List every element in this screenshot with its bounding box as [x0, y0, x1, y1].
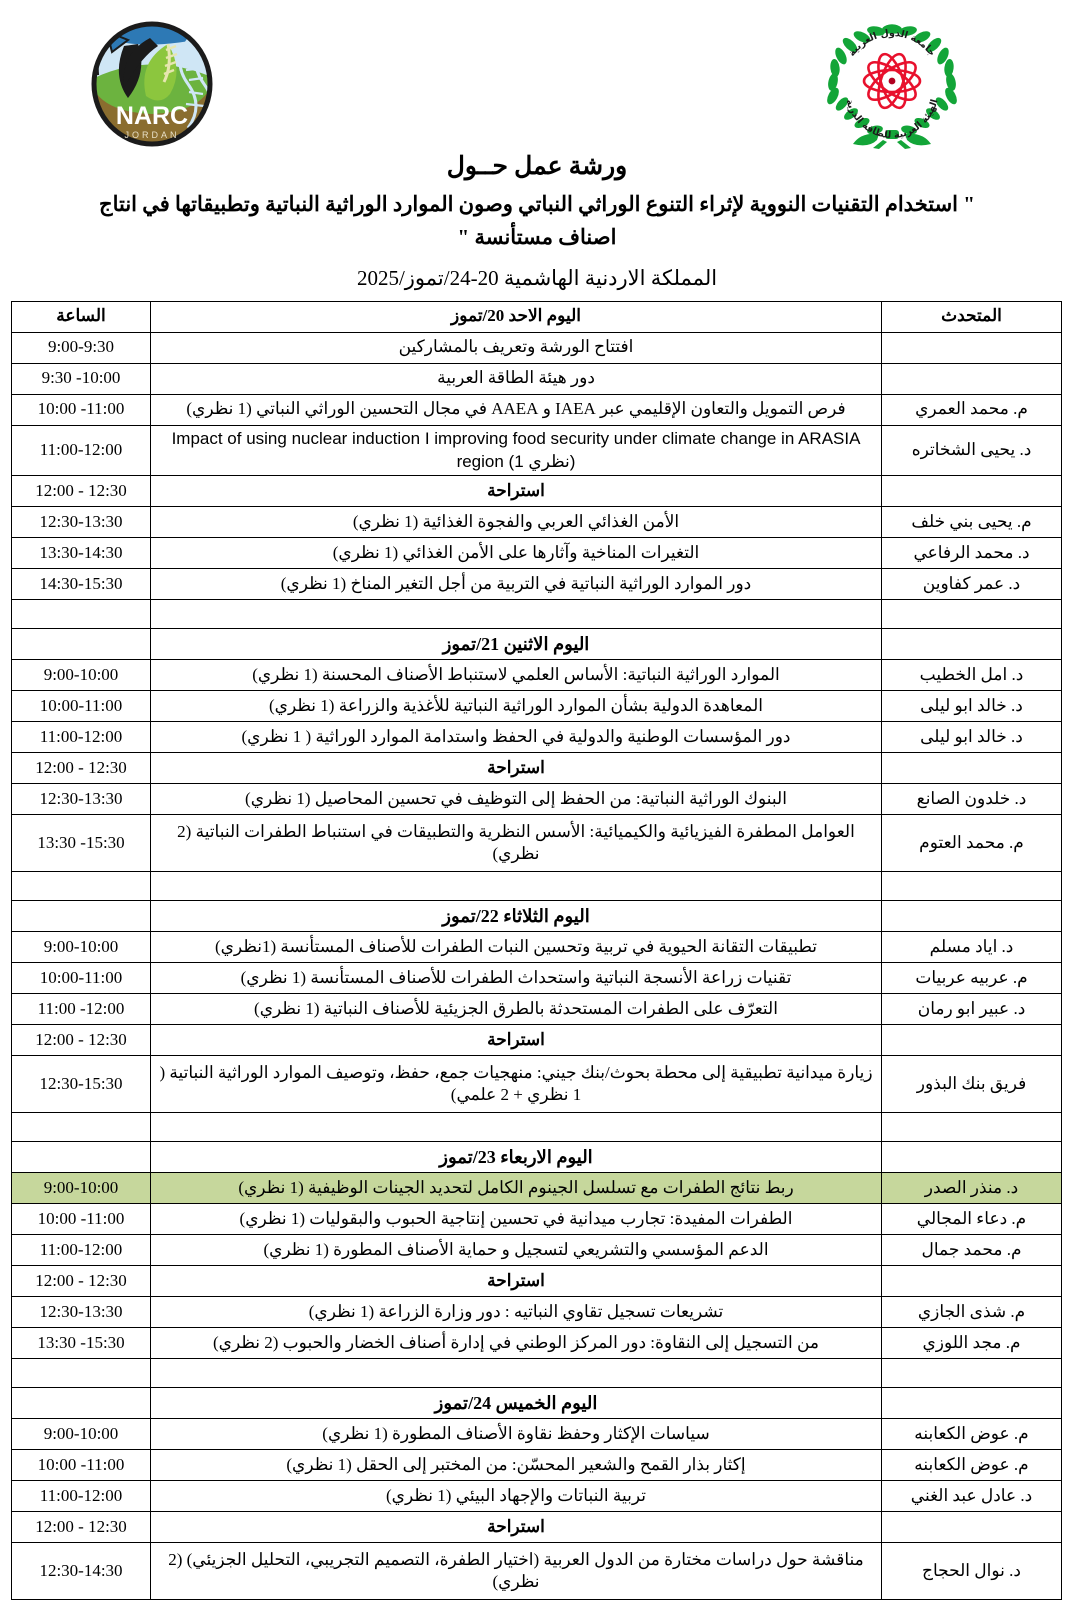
table-row [12, 784, 1062, 815]
time-cell: 10:00 -11:00 [12, 1204, 151, 1235]
topic-cell: سياسات الإكثار وحفظ نقاوة الأصناف المطورة (1 نظري) [151, 1419, 882, 1450]
day-header-cell: اليوم الاربعاء 23/تموز [151, 1142, 882, 1173]
spacer-row [12, 1113, 1062, 1142]
break-cell: استراحة [151, 1512, 882, 1543]
break-cell: استراحة [151, 476, 882, 507]
time-cell: 9:00-10:00 [12, 1173, 151, 1204]
break-cell: استراحة [151, 753, 882, 784]
speaker-cell [882, 1025, 1062, 1056]
table-row [12, 932, 1062, 963]
time-cell: 11:00-12:00 [12, 425, 151, 476]
schedule-table-body [12, 301, 1062, 1600]
aaea-top-arabic-text: جامعة الدول العربية [846, 27, 938, 59]
topic-cell: دور هيئة الطاقة العربية [151, 363, 882, 394]
time-cell [12, 872, 151, 901]
table-row [12, 425, 1062, 476]
topic-cell: الموارد الوراثية النباتية: الأساس العلمي لاستنباط الأصناف المحسنة (1 نظري) [151, 660, 882, 691]
time-cell: 12:30-15:30 [12, 1056, 151, 1113]
topic-cell: دور الموارد الوراثية النباتية في التربية من أجل التغير المناخ (1 نظري) [151, 569, 882, 600]
table-row [12, 994, 1062, 1025]
topic-cell: التعرّف على الطفرات المستحدثة بالطرق الجزيئية للأصناف النباتية (1 نظري) [151, 994, 882, 1025]
time-cell: 13:30 -15:30 [12, 1328, 151, 1359]
topic-cell: البنوك الوراثية النباتية: من الحفظ إلى التوظيف في تحسين المحاصيل (1 نظري) [151, 784, 882, 815]
speaker-cell: المتحدث [882, 301, 1062, 332]
time-cell: 10:00-11:00 [12, 963, 151, 994]
aaea-bottom-arabic-text: الهيئة العربية للطاقة الذرية [843, 97, 941, 142]
speaker-cell [882, 1113, 1062, 1142]
topic-cell: التغيرات المناخية وآثارها على الأمن الغذائي (1 نظري) [151, 538, 882, 569]
speaker-cell: د. عمر كفاوين [882, 569, 1062, 600]
speaker-cell [882, 1512, 1062, 1543]
topic-cell: Impact of using nuclear induction I improving food security under climate change in ARASIA region (1 نظري) [151, 425, 882, 476]
time-cell: 9:00-10:00 [12, 932, 151, 963]
topic-cell: دور المؤسسات الوطنية والدولية في الحفظ واستدامة الموارد الوراثية ( 1 نظري) [151, 722, 882, 753]
time-cell [12, 600, 151, 629]
time-cell: 9:00-9:30 [12, 332, 151, 363]
workshop-title: ورشة عمل حــول [446, 153, 628, 180]
speaker-cell: م. مجد اللوزي [882, 1328, 1062, 1359]
break-row [12, 476, 1062, 507]
speaker-cell [882, 629, 1062, 660]
day-header-row [12, 1388, 1062, 1419]
table-row [12, 1235, 1062, 1266]
topic-cell [151, 1113, 882, 1142]
table-row [12, 1297, 1062, 1328]
table-row [12, 1419, 1062, 1450]
speaker-cell [882, 363, 1062, 394]
time-cell: 9:00-10:00 [12, 660, 151, 691]
topic-cell: فرص التمويل والتعاون الإقليمي عبر IAEA و AAEA في مجال التحسين الوراثي النباتي (1 نظري) [151, 394, 882, 425]
table-row [12, 538, 1062, 569]
speaker-cell [882, 1388, 1062, 1419]
day-header-row [12, 629, 1062, 660]
session-row [12, 1056, 1062, 1113]
time-cell: 13:30 -15:30 [12, 815, 151, 872]
table-row [12, 722, 1062, 753]
topic-cell [151, 600, 882, 629]
topic-cell: اليوم الاحد 20/تموز [151, 301, 882, 332]
table-row [12, 1328, 1062, 1359]
speaker-cell [882, 600, 1062, 629]
session-row [12, 815, 1062, 872]
topic-cell: تطبيقات التقانة الحيوية في تربية وتحسين النبات الطفرات للأصناف المستأنسة (1نظري) [151, 932, 882, 963]
topic-cell: إكثار بذار القمح والشعير المحسّن: من المختبر إلى الحقل (1 نظري) [151, 1450, 882, 1481]
speaker-cell [882, 901, 1062, 932]
table-row [12, 332, 1062, 363]
time-cell: 12:30-13:30 [12, 507, 151, 538]
speaker-cell [882, 1266, 1062, 1297]
table-row [12, 691, 1062, 722]
topic-cell: مناقشة حول دراسات مختارة من الدول العربية (اختيار الطفرة، التصميم التجريبي، التحليل الجزيئي) (2 نظري) [151, 1543, 882, 1600]
time-cell: 10:00 -11:00 [12, 1450, 151, 1481]
time-cell: 12:00 - 12:30 [12, 1266, 151, 1297]
speaker-cell: م. محمد العمري [882, 394, 1062, 425]
speaker-cell: م. دعاء المجالي [882, 1204, 1062, 1235]
topic-cell: المعاهدة الدولية بشأن الموارد الوراثية النباتية للأغذية والزراعة (1 نظري) [151, 691, 882, 722]
time-cell: 12:00 - 12:30 [12, 1512, 151, 1543]
speaker-cell: د. خلدون الصانع [882, 784, 1062, 815]
topic-cell: الأمن الغذائي العربي والفجوة الغذائية (1 نظري) [151, 507, 882, 538]
speaker-cell: م. عربيه عربيات [882, 963, 1062, 994]
time-cell: 11:00 -12:00 [12, 994, 151, 1025]
time-cell: 10:00 -11:00 [12, 394, 151, 425]
topic-cell: تشريعات تسجيل تقاوي النباتيه : دور وزارة الزراعة (1 نظري) [151, 1297, 882, 1328]
time-cell: 12:00 - 12:30 [12, 476, 151, 507]
speaker-cell: م. عوض الكعابنه [882, 1450, 1062, 1481]
break-row [12, 753, 1062, 784]
speaker-cell [882, 1359, 1062, 1388]
table-row [12, 1450, 1062, 1481]
speaker-cell: د. عادل عبد الغني [882, 1481, 1062, 1512]
table-row [12, 363, 1062, 394]
speaker-cell [882, 1142, 1062, 1173]
aaea-logo [817, 18, 967, 150]
atom-nucleus [889, 78, 896, 85]
time-cell: 11:00-12:00 [12, 1481, 151, 1512]
time-cell [12, 629, 151, 660]
spacer-row [12, 1359, 1062, 1388]
time-cell [12, 1113, 151, 1142]
highlighted-session-row [12, 1173, 1062, 1204]
time-cell: 14:30-15:30 [12, 569, 151, 600]
spacer-row [12, 600, 1062, 629]
topic-cell: افتتاح الورشة وتعريف بالمشاركين [151, 332, 882, 363]
time-cell: 11:00-12:00 [12, 1235, 151, 1266]
day-header-cell: اليوم الاثنين 21/تموز [151, 629, 882, 660]
break-row [12, 1266, 1062, 1297]
speaker-cell [882, 476, 1062, 507]
topic-cell: الدعم المؤسسي والتشريعي لتسجيل و حماية الأصناف المطورة (1 نظري) [151, 1235, 882, 1266]
time-cell: 9:30 -10:00 [12, 363, 151, 394]
table-row [12, 963, 1062, 994]
time-cell: 12:00 - 12:30 [12, 1025, 151, 1056]
topic-cell: الطفرات المفيدة: تجارب ميدانية في تحسين إنتاجية الحبوب والبقوليات (1 نظري) [151, 1204, 882, 1235]
speaker-cell: د. خالد ابو ليلى [882, 722, 1062, 753]
narc-logo [76, 20, 228, 148]
topic-cell: زيارة ميدانية تطبيقية إلى محطة بحوث/بنك جيني: منهجيات جمع، حفظ، وتوصيف الموارد الوراثية النباتية ( 1 نظري + 2 علمي) [151, 1056, 882, 1113]
topic-cell: تقنيات زراعة الأنسجة النباتية واستحداث الطفرات للأصناف المستأنسة (1 نظري) [151, 963, 882, 994]
time-cell: 12:30-13:30 [12, 784, 151, 815]
time-cell [12, 901, 151, 932]
workshop-place-date: المملكة الاردنية الهاشمية 20-24/تموز/2025 [356, 266, 718, 291]
table-row [12, 569, 1062, 600]
speaker-cell: م. يحيى بني خلف [882, 507, 1062, 538]
topic-cell: العوامل المطفرة الفيزيائية والكيميائية: الأسس النظرية والتطبيقات في استنباط الطفرات النباتية (2 نظري) [151, 815, 882, 872]
break-row [12, 1025, 1062, 1056]
table-row [12, 394, 1062, 425]
speaker-cell: فريق بنك البذور [882, 1056, 1062, 1113]
speaker-cell [882, 332, 1062, 363]
day-header-row [12, 1142, 1062, 1173]
speaker-cell [882, 753, 1062, 784]
table-row [12, 507, 1062, 538]
title-block [12, 152, 1062, 295]
logo-header-row [12, 0, 1062, 148]
speaker-cell: م. محمد العتوم [882, 815, 1062, 872]
spacer-row [12, 872, 1062, 901]
speaker-cell: م. شذى الجازي [882, 1297, 1062, 1328]
speaker-cell: د. محمد الرفاعي [882, 538, 1062, 569]
speaker-cell: د. امل الخطيب [882, 660, 1062, 691]
speaker-cell: د. نوال الحجاج [882, 1543, 1062, 1600]
time-cell: 10:00-11:00 [12, 691, 151, 722]
time-cell: 9:00-10:00 [12, 1419, 151, 1450]
time-cell [12, 1388, 151, 1419]
time-cell: 12:00 - 12:30 [12, 753, 151, 784]
narc-acronym-text: NARC [115, 102, 189, 130]
topic-cell: تربية النباتات والإجهاد البيئي (1 نظري) [151, 1481, 882, 1512]
table-row [12, 660, 1062, 691]
narc-jordan-text: JORDAN [124, 130, 180, 140]
topic-cell: ربط نتائج الطفرات مع تسلسل الجينوم الكامل لتحديد الجينات الوظيفية (1 نظري) [151, 1173, 882, 1204]
time-cell: 12:30-14:30 [12, 1543, 151, 1600]
speaker-cell: د. منذر الصدر [882, 1173, 1062, 1204]
table-row [12, 1204, 1062, 1235]
time-cell: الساعة [12, 301, 151, 332]
time-cell: 13:30-14:30 [12, 538, 151, 569]
topic-cell: من التسجيل إلى النقاوة: دور المركز الوطني في إدارة أصناف الخضار والحبوب (2 نظري) [151, 1328, 882, 1359]
speaker-cell: م. محمد جمال [882, 1235, 1062, 1266]
day-header-row [12, 901, 1062, 932]
day-header-cell: اليوم الثلاثاء 22/تموز [151, 901, 882, 932]
speaker-cell [882, 872, 1062, 901]
workshop-subject: " استخدام التقنيات النووية لإثراء التنوع الوراثي النباتي وصون الموارد الوراثية النباتية وتطبيقاتها في انتاج اصناف مستأنسة " [99, 192, 975, 249]
day-header-cell: اليوم الخميس 24/تموز [151, 1388, 882, 1419]
time-cell: 11:00-12:00 [12, 722, 151, 753]
speaker-cell: د. اياد مسلم [882, 932, 1062, 963]
time-cell [12, 1142, 151, 1173]
topic-cell [151, 1359, 882, 1388]
time-cell [12, 1359, 151, 1388]
speaker-cell: م. عوض الكعابنه [882, 1419, 1062, 1450]
speaker-cell: د. خالد ابو ليلى [882, 691, 1062, 722]
table-header-row [12, 301, 1062, 332]
break-row [12, 1512, 1062, 1543]
break-cell: استراحة [151, 1025, 882, 1056]
time-cell: 12:30-13:30 [12, 1297, 151, 1328]
table-row [12, 1481, 1062, 1512]
speaker-cell: د. يحيى الشخاتره [882, 425, 1062, 476]
session-row [12, 1543, 1062, 1600]
speaker-cell: د. عبير ابو رمان [882, 994, 1062, 1025]
break-cell: استراحة [151, 1266, 882, 1297]
schedule-table [11, 301, 1062, 1600]
topic-cell [151, 872, 882, 901]
